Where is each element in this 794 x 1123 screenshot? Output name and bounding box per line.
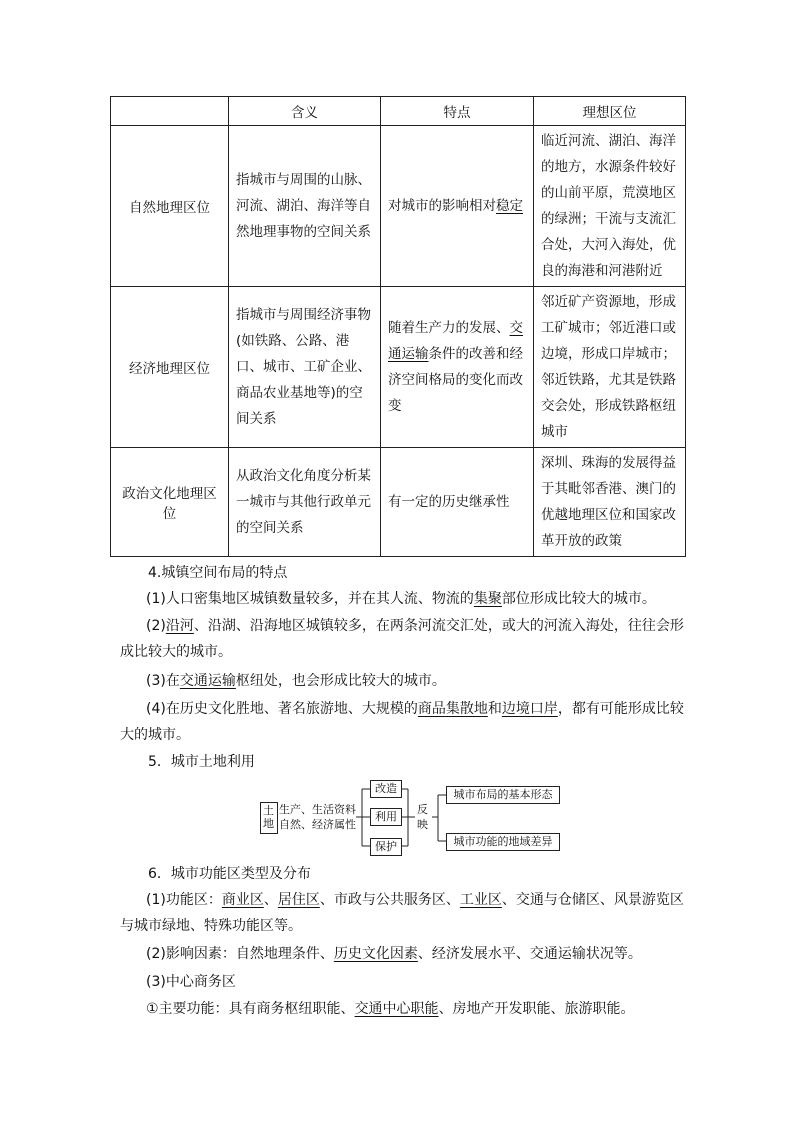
paragraph — [120, 996, 685, 1022]
land-label: 土地 — [263, 804, 274, 830]
feature-keyword: 交通运输 — [388, 320, 523, 362]
text: 枢纽处，也会形成比较大的城市。 — [235, 673, 446, 689]
land-box — [260, 802, 278, 834]
keyword: 商业区 — [221, 892, 264, 908]
table-header-row — [111, 97, 686, 126]
paragraph — [120, 696, 685, 748]
feature-text: 随着生产力的发展、 — [388, 320, 510, 336]
text: 部位形成比较大的城市。 — [501, 591, 656, 607]
feature-keyword: 稳定 — [496, 198, 523, 214]
text: (1)功能区： — [146, 892, 222, 908]
row-heading: 自然地理区位 — [111, 126, 229, 287]
land-use-diagram — [258, 778, 568, 858]
text: (4)在历史文化胜地、著名旅游地、大规模的 — [146, 701, 418, 717]
header-cell: 理想区位 — [534, 97, 686, 126]
outcome-box: 城市功能的地域差异 — [446, 833, 560, 851]
paragraph: (3)中心商务区 — [146, 974, 236, 990]
text: 、交通与仓储区、风景游览区与城市绿地、特殊功能区等。 — [120, 892, 684, 934]
text: ①主要功能：具有商务枢纽职能、 — [146, 1001, 355, 1017]
feature-text: 对城市的影响相对 — [388, 198, 496, 214]
text: (1)人口密集地区城镇数量较多，并在其人流、物流的 — [146, 591, 474, 607]
attribute-label: 生产、生活资料 — [279, 803, 356, 816]
text: (3)在 — [146, 673, 180, 689]
attribute-label: 自然、经济属性 — [279, 818, 356, 831]
ideal-cell: 临近河流、湖泊、海洋的地方，水源条件较好的山前平原，荒漠地区的绿洲；干流与支流汇合处，大河入海处，优良的海港和河港附近 — [534, 126, 686, 287]
text: 、市政与公共服务区、 — [319, 892, 460, 908]
keyword: 交通中心职能 — [354, 1001, 439, 1017]
row-heading: 政治文化地理区位 — [111, 448, 229, 557]
header-cell: 含义 — [229, 97, 381, 126]
feature-text: 条件的改善和经济空间格局的变化而改变 — [388, 346, 523, 414]
paragraph — [120, 613, 685, 665]
text: (2) — [146, 618, 166, 634]
paragraph — [120, 887, 685, 939]
keyword: 居住区 — [277, 892, 320, 908]
keyword: 历史文化因素 — [333, 946, 418, 962]
use-box: 利用 — [370, 808, 402, 826]
section-4-title: 4.城镇空间布局的特点 — [148, 565, 288, 581]
text: 、沿湖、沿海地区城镇较多，在两条河流交汇处，或大的河流入海处，往往会形成比较大的城市。 — [120, 618, 684, 660]
paragraph — [120, 668, 685, 694]
keyword: 边境口岸 — [501, 701, 558, 717]
table-row — [111, 448, 686, 557]
paragraph — [120, 941, 685, 967]
urban-location-table — [110, 96, 686, 557]
text: 、经济发展水平、交通运输状况等。 — [417, 946, 642, 962]
keyword: 交通运输 — [179, 673, 236, 689]
keyword: 集聚 — [473, 591, 502, 607]
meaning-cell: 从政治文化角度分析某一城市与其他行政单元的空间关系 — [229, 448, 381, 557]
keyword: 工业区 — [459, 892, 502, 908]
section-6-title: 6．城市功能区类型及分布 — [148, 866, 311, 882]
text: (2)影响因素：自然地理条件、 — [146, 946, 334, 962]
text: 、房地产开发职能、旅游职能。 — [438, 1001, 635, 1017]
ideal-cell: 邻近矿产资源地，形成工矿城市；邻近港口或边境，形成口岸城市；邻近铁路，尤其是铁路交会处，形成铁路枢纽城市 — [534, 287, 686, 448]
protect-box: 保护 — [370, 838, 402, 856]
text: 、 — [263, 892, 278, 908]
outcome-box: 城市布局的基本形态 — [446, 786, 560, 804]
ideal-cell: 深圳、珠海的发展得益于其毗邻香港、澳门的优越地理区位和国家改革开放的政策 — [534, 448, 686, 557]
feature-cell: 有一定的历史继承性 — [381, 448, 534, 557]
keyword: 商品集散地 — [417, 701, 488, 717]
meaning-cell: 指城市与周围经济事物(如铁路、公路、港口、城市、工矿企业、商品农业基地等)的空间关系 — [229, 287, 381, 448]
header-cell: 特点 — [381, 97, 534, 126]
feature-cell — [381, 287, 534, 448]
feature-cell — [381, 126, 534, 287]
section-5-title: 5．城市土地利用 — [148, 754, 255, 770]
reflect-label: 反映 — [417, 803, 428, 831]
paragraph — [120, 586, 685, 612]
table-row — [111, 287, 686, 448]
transform-box: 改造 — [370, 780, 402, 798]
keyword: 沿河 — [165, 618, 194, 634]
header-cell — [111, 97, 229, 126]
row-heading: 经济地理区位 — [111, 287, 229, 448]
text: ，都有可能形成比较大的城市。 — [120, 701, 684, 743]
meaning-cell: 指城市与周围的山脉、河流、湖泊、海洋等自然地理事物的空间关系 — [229, 126, 381, 287]
text: 和 — [487, 701, 502, 717]
table-row — [111, 126, 686, 287]
